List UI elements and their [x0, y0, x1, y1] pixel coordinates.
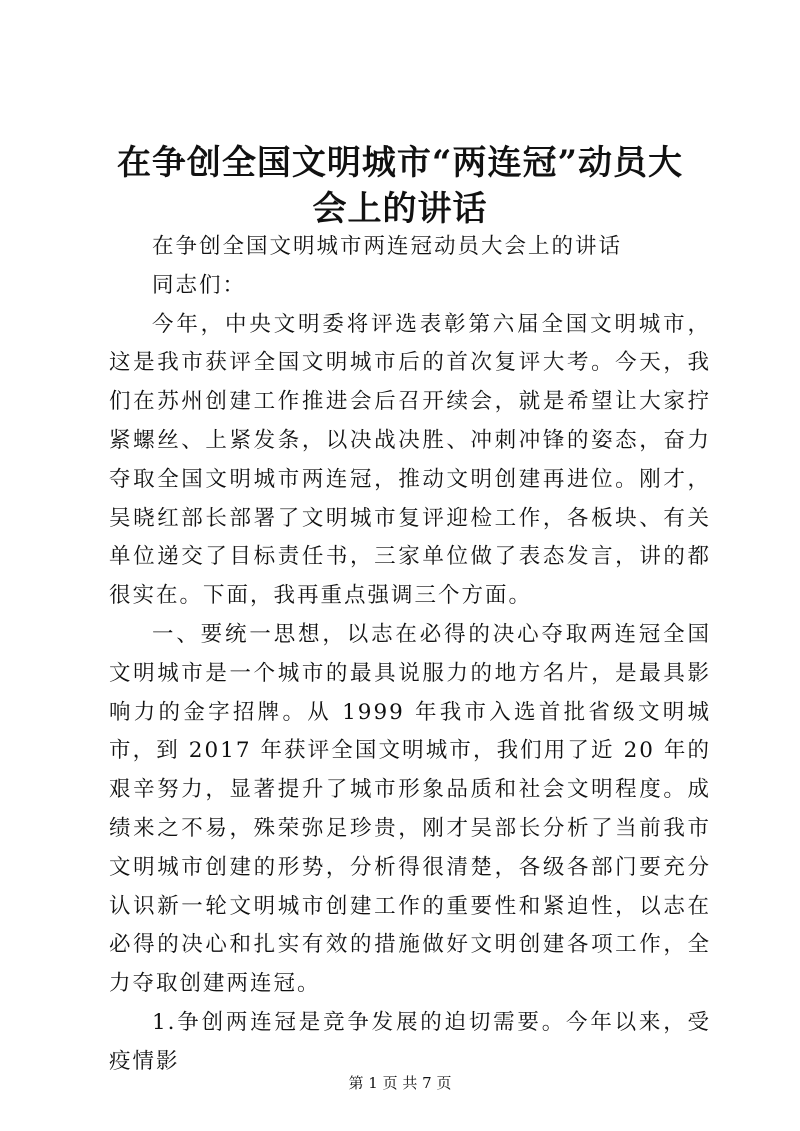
body-paragraph: 今年，中央文明委将评选表彰第六届全国文明城市，这是我市获评全国文明城市后的首次复评大考。今天，我们在苏州创建工作推进会后召开续会，就是希望让大家拧紧螺丝、上紧发条，以决战决胜、冲刺冲锋的姿态，奋力夺取全国文明城市两连冠，推动文明创建再进位。刚才，吴晓红部长部署了文明城市复评迎检工作，各板块、有关单位递交了目标责任书，三家单位做了表态发言，讲的都很实在。下面，我再重点强调三个方面。	[109, 311, 711, 609]
document-title: 在争创全国文明城市“两连冠”动员大会上的讲话	[116, 143, 684, 229]
document-body	[109, 228, 711, 1082]
subtitle-paragraph: 在争创全国文明城市两连冠动员大会上的讲话	[152, 234, 623, 259]
body-paragraph: 一、要统一思想，以志在必得的决心夺取两连冠全国文明城市是一个城市的最具说服力的地方名片，是最具影响力的金字招牌。从 1999 年我市入选首批省级文明城市，到 2017 年获评全国文明城市，我们用了近 20 年的艰辛努力，显著提升了城市形象品质和社会文明程度。成绩来之不易，殊荣弥足珍贵，刚才吴部长分析了当前我市文明城市创建的形势，分析得很清楚，各级各部门要充分认识新一轮文明城市创建工作的重要性和紧迫性，以志在必得的决心和扎实有效的措施做好文明创建各项工作，全力夺取创建两连冠。	[109, 621, 711, 997]
body-paragraph: 1.争创两连冠是竞争发展的迫切需要。今年以来，受疫情影	[109, 1009, 711, 1074]
greeting-paragraph: 同志们：	[152, 272, 247, 298]
page-number: 第 1 页 共 7 页	[348, 1074, 452, 1092]
page-footer	[0, 1073, 800, 1093]
